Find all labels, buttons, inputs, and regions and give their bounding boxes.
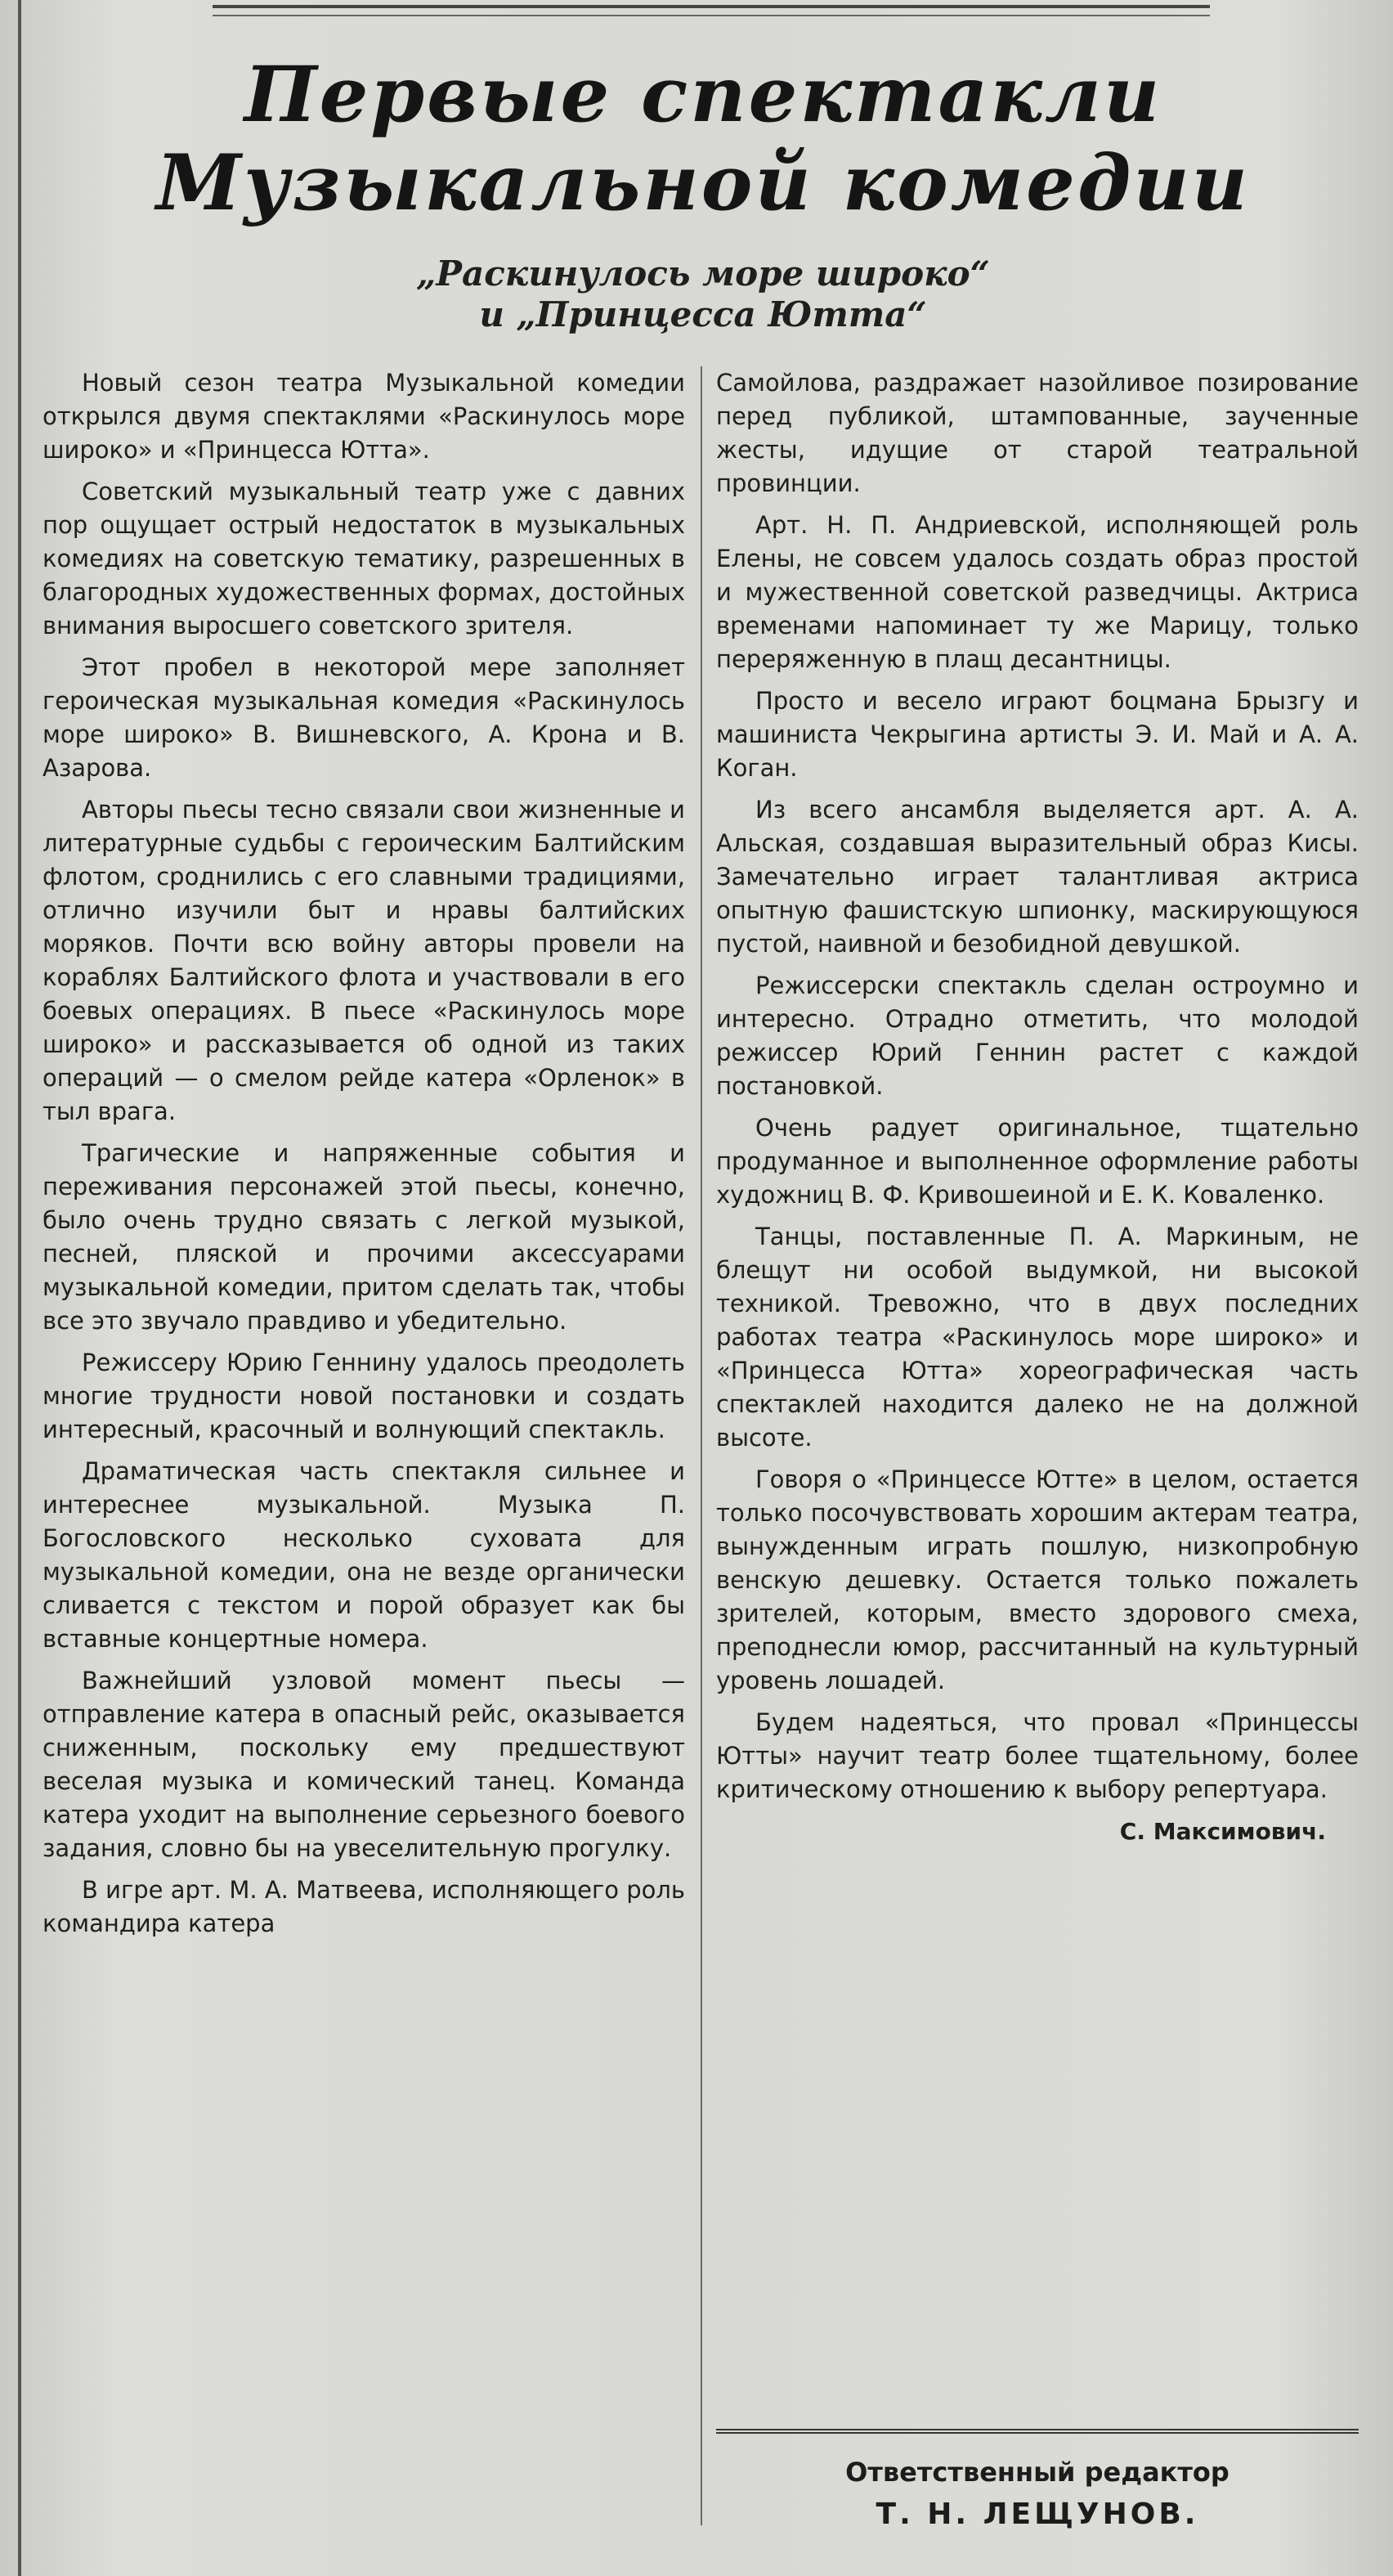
editor-role: Ответственный редактор bbox=[845, 2457, 1230, 2488]
paragraph: Танцы, поставленные П. А. Маркиным, не блещут ни особой выдумкой, ни высокой техникой. Тревожно, что в двух последних работах театра «Раскинулось море широко» и «Принцесса Ютта» хореографическая часть спектаклей находится далеко не на должной высоте. bbox=[716, 1223, 1359, 1452]
column-divider bbox=[701, 366, 702, 2525]
paragraph: Этот пробел в некоторой мере заполняет героическая музыкальная комедия «Раскинулось море широко» В. Вишневского, А. Крона и В. Азарова. bbox=[43, 653, 685, 782]
paragraph: Самойлова, раздражает назойливое позирование перед публикой, штампованные, заученные жесты, идущие от старой театральной провинции. bbox=[716, 369, 1359, 497]
subtitle-line-1: „Раскинулось море широко“ bbox=[416, 254, 990, 294]
editor-box bbox=[716, 2429, 1359, 2556]
subtitle bbox=[49, 254, 1357, 335]
left-column-rule bbox=[18, 0, 21, 2576]
paragraph: Важнейший узловой момент пьесы — отправление катера в опасный рейс, оказывается сниженным, поскольку ему предшествуют веселая музыка и комический танец. Команда катера уходит на выполнение серьезного боевого задания, словно бы на увеселительную прогулку. bbox=[43, 1667, 685, 1862]
headline bbox=[49, 51, 1357, 227]
paragraph: Новый сезон театра Музыкальной комедии открылся двумя спектаклями «Раскинулось море широко» и «Принцесса Ютта». bbox=[43, 369, 685, 464]
paragraph: Драматическая часть спектакля сильнее и интереснее музыкальной. Музыка П. Богословского несколько суховата для музыкальной комедии, она не везде органически сливается с текстом и порой образует как бы вставные концертные номера. bbox=[43, 1457, 685, 1653]
author-signature: С. Максимович. bbox=[1119, 1818, 1326, 1845]
paragraph: Будем надеяться, что провал «Принцессы Ютты» научит театр более тщательному, более критическому отношению к выбору репертуара. bbox=[716, 1708, 1359, 1803]
paragraph: В игре арт. М. А. Матвеева, исполняющего роль командира катера bbox=[43, 1876, 685, 1937]
headline-line-1: Первые спектакли bbox=[244, 50, 1162, 140]
paragraph: Советский музыкальный театр уже с давних пор ощущает острый недостаток в музыкальных комедиях на советскую тематику, разрешенных в благородных художественных формах, достойных внимания выросшего советского зрителя. bbox=[43, 478, 685, 640]
headline-line-2: Музыкальной комедии bbox=[155, 138, 1251, 228]
paragraph: Говоря о «Принцессе Ютте» в целом, остается только посочувствовать хорошим актерам театра, вынужденным играть пошлую, низкопробную венскую дешевку. Остается только пожалеть зрителей, которым, вместо здорового смеха, преподнесли юмор, рассчитанный на культурный уровень лошадей. bbox=[716, 1465, 1359, 1694]
paragraph: Режиссеру Юрию Геннину удалось преодолеть многие трудности новой постановки и создать интересный, красочный и волнующий спектакль. bbox=[43, 1349, 685, 1443]
paragraph: Режиссерски спектакль сделан остроумно и интересно. Отрадно отметить, что молодой режиссер Юрий Геннин растет с каждой постановкой. bbox=[716, 972, 1359, 1100]
right-column bbox=[716, 366, 1359, 1848]
left-column bbox=[43, 366, 685, 1949]
top-rule bbox=[213, 5, 1210, 16]
editor-name: Т. Н. ЛЕЩУНОВ. bbox=[876, 2497, 1199, 2531]
paragraph: Из всего ансамбля выделяется арт. А. А. Альская, создавшая выразительный образ Кисы. Замечательно играет талантливая актриса опытную фашистскую шпионку, маскирующуюся пустой, наивной и безобидной девушкой. bbox=[716, 796, 1359, 958]
subtitle-line-2: и „Принцесса Ютта“ bbox=[479, 294, 927, 334]
paragraph: Арт. Н. П. Андриевской, исполняющей роль Елены, не совсем удалось создать образ простой и мужественной советской разведчицы. Актриса временами напоминает ту же Марицу, только переряженную в плащ десантницы. bbox=[716, 511, 1359, 673]
paragraph: Трагические и напряженные события и переживания персонажей этой пьесы, конечно, было очень трудно связать с легкой музыкой, песней, пляской и прочими аксессуарами музыкальной комедии, притом сделать так, чтобы все это звучало правдиво и убедительно. bbox=[43, 1139, 685, 1335]
paragraph: Просто и весело играют боцмана Брызгу и машиниста Чекрыгина артисты Э. И. Май и А. А. Коган. bbox=[716, 687, 1359, 782]
paragraph: Очень радует оригинальное, тщательно продуманное и выполненное оформление работы художниц В. Ф. Кривошеиной и Е. К. Коваленко. bbox=[716, 1114, 1359, 1209]
paragraph: Авторы пьесы тесно связали свои жизненные и литературные судьбы с героическим Балтийским флотом, сроднились с его славными традициями, отлично изучили быт и нравы балтийских моряков. Почти всю войну авторы провели на кораблях Балтийского флота и участвовали в его боевых операциях. В пьесе «Раскинулось море широко» и рассказывается об одной из таких операций — о смелом рейде катера «Орленок» в тыл врага. bbox=[43, 796, 685, 1125]
